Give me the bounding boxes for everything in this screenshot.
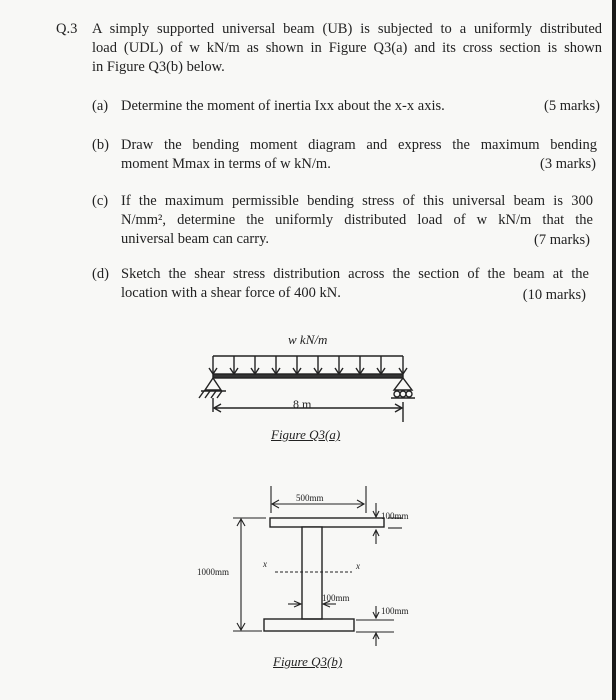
part-a-text: Determine the moment of inertia Ixx about the x-x axis. bbox=[121, 98, 445, 114]
intro-line-3: in Figure Q3(b) below. bbox=[92, 59, 225, 75]
roller-support bbox=[394, 378, 412, 390]
web-thickness-label: 100mm bbox=[322, 593, 350, 603]
beam bbox=[213, 374, 403, 378]
i-section-outline bbox=[264, 518, 384, 631]
part-a-label: (a) bbox=[92, 98, 109, 114]
part-b-line-1: Draw the bending moment diagram and express the maximum bending bbox=[121, 137, 597, 153]
part-d-marks: (10 marks) bbox=[522, 287, 586, 303]
intro-line-2: load (UDL) of w kN/m as shown in Figure Q3(a) and its cross section is shown bbox=[92, 40, 602, 56]
part-d-label: (d) bbox=[92, 266, 109, 282]
part-c-label: (c) bbox=[92, 193, 109, 209]
figure-q3a-caption: Figure Q3(a) bbox=[271, 427, 341, 442]
span-label: 8 m bbox=[293, 397, 312, 411]
part-b-marks: (3 marks) bbox=[540, 156, 596, 172]
part-c-line-1: If the maximum permissible bending stress of this universal beam is 300 bbox=[121, 193, 593, 209]
intro-line-1: A simply supported universal beam (UB) is subjected to a uniformly distributed bbox=[92, 21, 602, 37]
figure-q3b-caption: Figure Q3(b) bbox=[273, 654, 343, 669]
depth-label: 1000mm bbox=[197, 567, 230, 577]
part-d-line-1: Sketch the shear stress distribution across the section of the beam at the bbox=[121, 266, 589, 282]
part-a-marks: (5 marks) bbox=[544, 98, 600, 114]
part-d-line-2: location with a shear force of 400 kN. bbox=[121, 285, 341, 301]
axis-x-left: x bbox=[263, 559, 267, 569]
part-c-line-2: N/mm², determine the uniformly distributed load of w kN/m that the bbox=[121, 212, 593, 228]
flange-width-label: 500mm bbox=[296, 493, 324, 503]
udl-arrows bbox=[209, 356, 407, 374]
axis-x-right: x bbox=[356, 561, 360, 571]
udl-load-label: w kN/m bbox=[288, 332, 328, 347]
part-c-marks: (7 marks) bbox=[534, 232, 590, 248]
question-number: Q.3 bbox=[56, 21, 78, 37]
pin-support bbox=[205, 378, 221, 390]
part-b-label: (b) bbox=[92, 137, 109, 153]
bottom-flange-thickness-label: 100mm bbox=[381, 606, 409, 616]
top-flange-thickness-label: 100mm bbox=[381, 511, 409, 521]
part-b-line-2: moment Mmax in terms of w kN/m. bbox=[121, 156, 331, 172]
part-c-line-3: universal beam can carry. bbox=[121, 231, 270, 247]
